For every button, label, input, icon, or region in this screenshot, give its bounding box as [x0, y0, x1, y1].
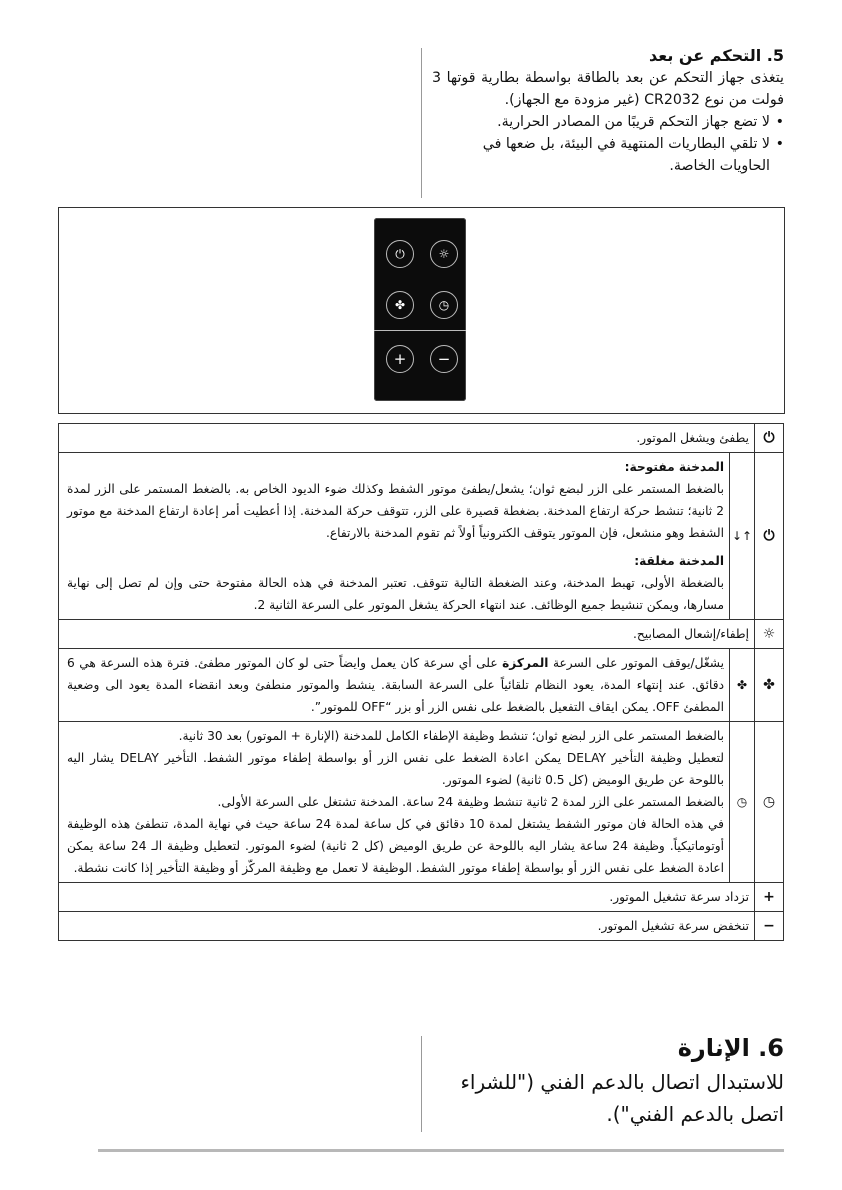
section6-title: 6. الإنارة: [677, 1034, 784, 1062]
boost-text-before: يشغّل/يوقف الموتور على السرعة: [548, 656, 724, 670]
footer-rule: [98, 1149, 784, 1152]
section6-text: للاستبدال اتصال بالدعم الفني ("للشراء اتصل بالدعم الفني").: [460, 1070, 784, 1126]
remote-control-image: [374, 218, 466, 401]
table-row: [59, 883, 784, 912]
table-row: [59, 649, 784, 722]
timer-icon: ◷: [430, 291, 458, 319]
table-row: [59, 424, 784, 453]
remote-divider: [374, 330, 466, 331]
row-text: إطفاء/إشعال المصابيح.: [59, 620, 755, 649]
bullet-item: • لا تضع جهاز التحكم قريبًا من المصادر الحرارية.: [432, 111, 784, 133]
function-table: [58, 423, 784, 941]
light-icon: ☼: [430, 240, 458, 268]
timer-line: لتعطيل وظيفة التأخير DELAY يمكن اعادة الضغط على نفس الزر أو بواسطة إطفاء موتور الشفط. التأخير DELAY يشار اليه باللوحة عن طريق الوميض (كل 0.5 ثانية) لضوء الموتور.: [67, 751, 724, 787]
bullet-item: • لا تلقي البطاريات المنتهية في البيئة، بل ضعها في الحاويات الخاصة.: [432, 133, 784, 177]
row-text: تنخفض سرعة تشغيل الموتور.: [59, 912, 755, 941]
minus-icon: −: [430, 345, 458, 373]
section6: [432, 1034, 784, 1130]
timer-small-icon: ◷: [730, 722, 755, 883]
timer-line: في هذه الحالة فان موتور الشفط يشتغل لمدة 10 دقائق في كل ساعة لمدة 24 ساعة حيث في نهاية المدة، تنطفئ هذه الوظيفة أوتوماتيكياً. وظيفة 24 ساعة يشار اليه باللوحة عن طريق الوميض (كل 2 ثانية) لضوء الموتور. لتعطيل وظيفة الـ 24 ساعة يمكن اعادة الضغط على نفس الزر أو بواسطة إطفاء موتور الشفط. الوظيفة لا تعمل مع وظيفة المركّز أو وظيفة التأخير إذا كانت نشطة.: [67, 817, 724, 875]
hood-open-text: بالضغط المستمر على الزر لبضع ثوان؛ يشعل/يطفئ موتور الشفط وكذلك ضوء الديود الخاص به. بالضغط المستمر على الزر لمدة 2 ثانية؛ تنشط حركة ارتفاع المدخنة. بضغطة قصيرة على الزر، تتوقف حركة المدخنة. إذا أعطيت أمر إعادة ارتفاع المدخنة مع موتور الشفط وهو منشعل، فإن الموتور يتوقف الكترونياً أولاً ثم تقوم المدخنة بالارتفاع.: [67, 482, 724, 540]
section5-intro: يتغذى جهاز التحكم عن بعد بالطاقة بواسطة بطارية قوتها 3 فولت من نوع CR2032 (غير مزودة مع الجهاز).: [432, 70, 784, 108]
row-text: تزداد سرعة تشغيل الموتور.: [59, 883, 755, 912]
row-text: [59, 722, 730, 883]
section5-divider: [421, 48, 422, 198]
timer-line: بالضغط المستمر على الزر لبضع ثوان؛ تنشط وظيفة الإطفاء الكامل للمدخنة (الإنارة + الموتور) بعد 30 ثانية.: [178, 729, 724, 743]
table-row: [59, 722, 784, 883]
hood-open-title: المدخنة مفتوحة:: [624, 460, 724, 474]
boost-text-after: على أي سرعة كان يعمل وايضاً حتى لو كان الموتور مطفئ. فترة هذه السرعة هي 6 دقائق. عند إنتهاء المدة، يعود النظام تلقائياً على السرعة السابقة. ينشط والموتور منطفئ وبعد انقضاء المدة يعود الى وضعية المطفئ OFF. يمكن ايقاف التفعيل بالضغط على نفس الزر أو بزر “OFF للموتور”.: [67, 656, 724, 714]
section5: [432, 46, 784, 177]
plus-icon: +: [755, 883, 784, 912]
fan-icon: ✤: [386, 291, 414, 319]
row-text: [59, 453, 730, 620]
row-text: [59, 649, 730, 722]
timer-line: بالضغط المستمر على الزر لمدة 2 ثانية تنشط وظيفة 24 ساعة. المدخنة تشتغل على السرعة الأولى.: [217, 795, 724, 809]
power-icon: ⏻: [755, 424, 784, 453]
hood-closed-text: بالضغطة الأولى، تهبط المدخنة، وعند الضغطة التالية تتوقف. تعتبر المدخنة في هذه الحالة مفتوحة حتى وإن لم تصل إلى نهاية مسارها، ويمكن تنشيط جميع الوظائف. عند انتهاء الحركة يشغل الموتور على السرعة الثانية 2.: [67, 576, 724, 612]
table-row: [59, 620, 784, 649]
minus-icon: −: [755, 912, 784, 941]
row-text: يطفئ ويشغل الموتور.: [59, 424, 755, 453]
fan-icon: ✤: [755, 649, 784, 722]
plus-icon: +: [386, 345, 414, 373]
light-icon: ☼: [755, 620, 784, 649]
timer-icon: ◷: [755, 722, 784, 883]
table-row: [59, 912, 784, 941]
boost-fan-icon: ✤: [730, 649, 755, 722]
section5-title: 5. التحكم عن بعد: [649, 46, 784, 65]
boost-bold: المركزة: [502, 656, 549, 670]
hood-closed-title: المدخنة مغلقة:: [634, 554, 724, 568]
section6-divider: [421, 1036, 422, 1132]
power-icon: ⏻: [386, 240, 414, 268]
table-row: [59, 453, 784, 620]
section5-bullets: [432, 111, 784, 177]
up-down-arrows-icon: ↑↓: [730, 453, 755, 620]
power-icon: ⏻: [755, 453, 784, 620]
